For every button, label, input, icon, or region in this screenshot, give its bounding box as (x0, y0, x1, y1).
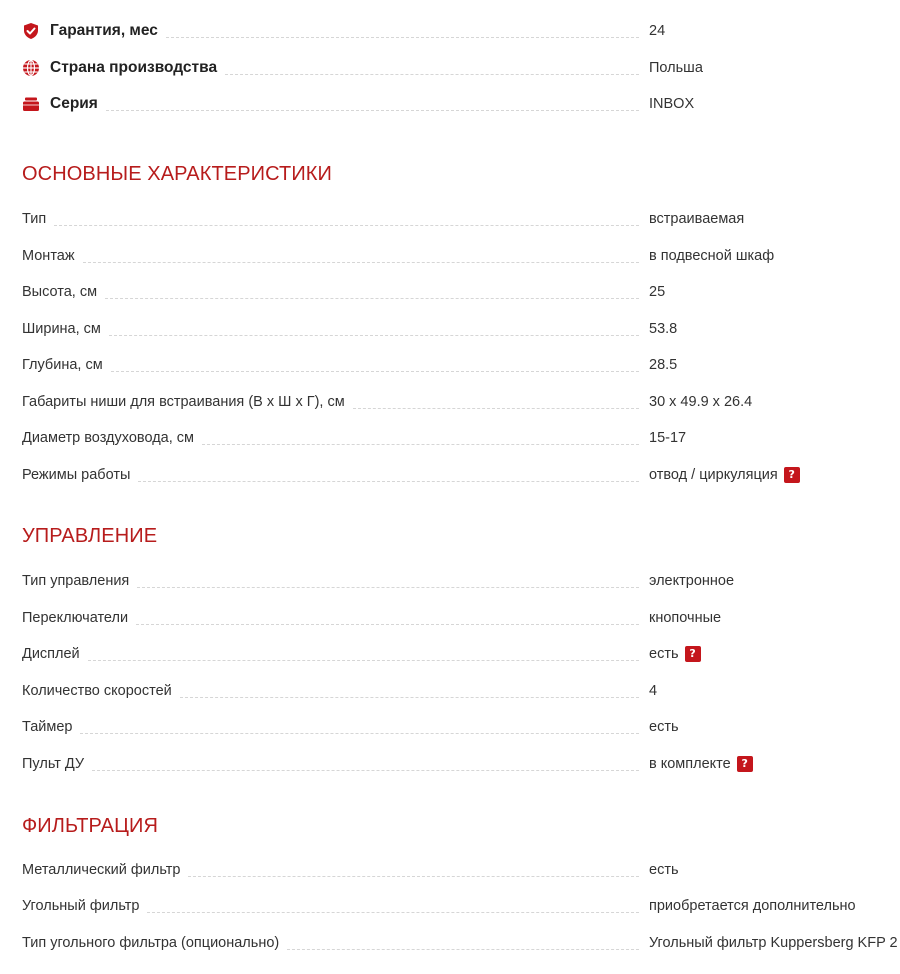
spec-label: Тип (22, 211, 54, 227)
spec-value: 53.8 (649, 321, 678, 337)
spec-row (22, 241, 900, 271)
spec-label: Тип управления (22, 573, 137, 589)
spec-value: встраиваемая (649, 211, 745, 227)
help-icon[interactable]: ? (784, 467, 800, 483)
spec-row (22, 423, 900, 453)
spec-value: 24 (649, 23, 666, 39)
spec-row-warranty (22, 16, 900, 46)
dotted-leader (137, 587, 639, 588)
spec-value: 28.5 (649, 357, 678, 373)
dotted-leader (287, 949, 639, 950)
stack-icon (22, 95, 40, 113)
dotted-leader (138, 481, 639, 482)
dotted-leader (106, 110, 639, 111)
dotted-leader (166, 37, 639, 38)
spec-row (22, 928, 900, 958)
dotted-leader (83, 262, 639, 263)
spec-row (22, 350, 900, 380)
spec-value: приобретается дополнительно (649, 898, 856, 914)
spec-value: электронное (649, 573, 735, 589)
section-title-filtration: ФИЛЬТРАЦИЯ (22, 815, 158, 837)
dotted-leader (109, 335, 639, 336)
dotted-leader (147, 912, 639, 913)
help-icon[interactable]: ? (685, 646, 701, 662)
spec-row (22, 566, 900, 596)
dotted-leader (202, 444, 639, 445)
spec-row (22, 891, 900, 921)
dotted-leader (54, 225, 639, 226)
spec-row (22, 639, 900, 669)
spec-value: есть (649, 862, 679, 878)
spec-value: в подвесной шкаф (649, 248, 775, 264)
spec-label: Глубина, см (22, 357, 111, 373)
spec-value: отвод / циркуляция (649, 467, 778, 483)
spec-label: Режимы работы (22, 467, 138, 483)
spec-row (22, 855, 900, 885)
dotted-leader (88, 660, 639, 661)
dotted-leader (92, 770, 639, 771)
spec-label: Металлический фильтр (22, 862, 188, 878)
spec-label: Переключатели (22, 610, 136, 626)
spec-label: Таймер (22, 719, 80, 735)
spec-label: Высота, см (22, 284, 105, 300)
dotted-leader (180, 697, 639, 698)
spec-label: Ширина, см (22, 321, 109, 337)
spec-row (22, 460, 900, 490)
spec-label: Дисплей (22, 646, 88, 662)
dotted-leader (105, 298, 639, 299)
spec-label: Гарантия, мес (50, 22, 166, 40)
spec-value: 15-17 (649, 430, 687, 446)
dotted-leader (225, 74, 639, 75)
globe-icon (22, 59, 40, 77)
spec-value: 4 (649, 683, 658, 699)
spec-label: Угольный фильтр (22, 898, 147, 914)
spec-row (22, 204, 900, 234)
spec-label: Диаметр воздуховода, см (22, 430, 202, 446)
spec-row (22, 749, 900, 779)
dotted-leader (136, 624, 639, 625)
spec-value: кнопочные (649, 610, 722, 626)
spec-value: INBOX (649, 96, 695, 112)
section-title-main: ОСНОВНЫЕ ХАРАКТЕРИСТИКИ (22, 163, 333, 185)
spec-value: 30 x 49.9 x 26.4 (649, 394, 753, 410)
spec-row (22, 314, 900, 344)
spec-row (22, 676, 900, 706)
spec-value: есть (649, 646, 679, 662)
spec-label: Монтаж (22, 248, 83, 264)
spec-label: Серия (50, 95, 106, 113)
spec-row (22, 603, 900, 633)
shield-check-icon (22, 22, 40, 40)
spec-label: Пульт ДУ (22, 756, 92, 772)
spec-label: Страна производства (50, 59, 225, 77)
spec-row (22, 387, 900, 417)
spec-row (22, 277, 900, 307)
spec-row-series (22, 89, 900, 119)
dotted-leader (80, 733, 639, 734)
spec-label: Габариты ниши для встраивания (В x Ш x Г), см (22, 394, 353, 410)
help-icon[interactable]: ? (737, 756, 753, 772)
spec-value: есть (649, 719, 679, 735)
spec-value: 25 (649, 284, 666, 300)
spec-value: Польша (649, 60, 703, 76)
spec-label: Тип угольного фильтра (опционально) (22, 935, 287, 951)
spec-value: Угольный фильтр Kuppersberg KFP 2 (649, 935, 898, 951)
dotted-leader (353, 408, 639, 409)
spec-value: в комплекте (649, 756, 731, 772)
dotted-leader (188, 876, 639, 877)
section-title-control: УПРАВЛЕНИЕ (22, 525, 158, 547)
spec-row-country (22, 53, 900, 83)
spec-row (22, 712, 900, 742)
spec-label: Количество скоростей (22, 683, 180, 699)
dotted-leader (111, 371, 639, 372)
